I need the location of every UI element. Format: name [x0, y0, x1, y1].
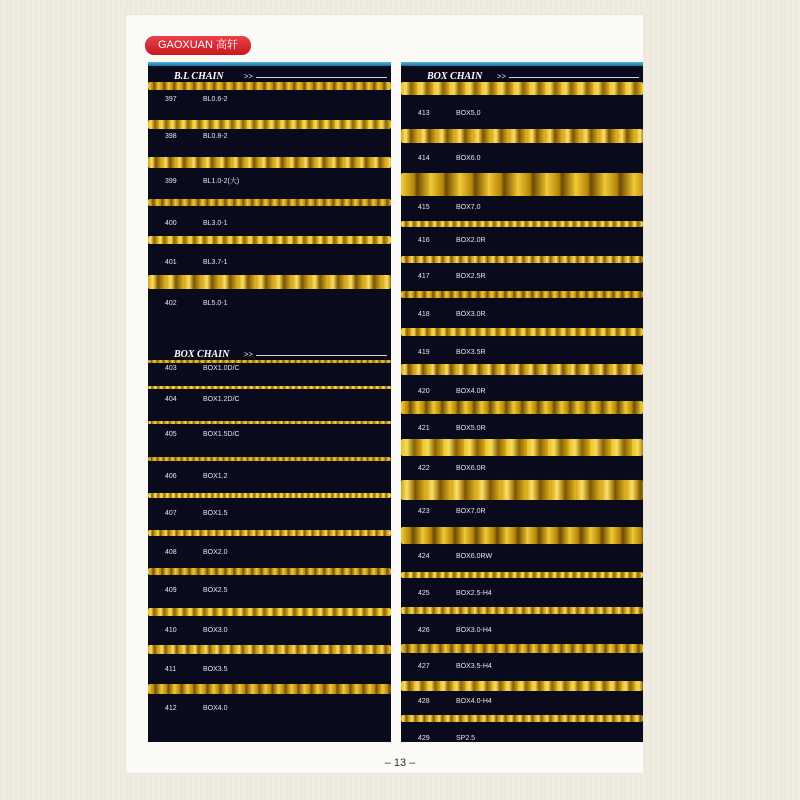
- chain-swatch-401: [148, 236, 391, 244]
- item-code: BOX7.0: [456, 204, 481, 211]
- item-code: BOX2.0: [203, 549, 228, 556]
- item-code: BL0.8-2: [203, 133, 228, 140]
- section-title: B.L CHAIN: [174, 71, 224, 82]
- chain-swatch-407: [148, 493, 391, 498]
- chain-swatch-411: [148, 645, 391, 654]
- item-number: 421: [418, 425, 430, 432]
- item-code: BOX5.0: [456, 110, 481, 117]
- item-code: BOX5.0R: [456, 425, 486, 432]
- chain-swatch-414: [401, 129, 643, 143]
- item-number: 412: [165, 705, 177, 712]
- arrow-icon: >>: [244, 72, 254, 81]
- item-code: BOX2.5R: [456, 273, 486, 280]
- chain-swatch-419: [401, 328, 643, 336]
- item-code: BOX4.0: [203, 705, 228, 712]
- item-code: BOX1.5D/C: [203, 431, 240, 438]
- chain-swatch-409: [148, 568, 391, 575]
- item-code: BOX2.5: [203, 587, 228, 594]
- chain-swatch-403: [148, 360, 391, 363]
- chain-swatch-399: [148, 157, 391, 168]
- item-number: 423: [418, 508, 430, 515]
- chain-swatch-417: [401, 256, 643, 263]
- chain-swatch-413: [401, 82, 643, 95]
- item-number: 398: [165, 133, 177, 140]
- item-number: 407: [165, 510, 177, 517]
- chain-swatch-404: [148, 386, 391, 389]
- item-number: 397: [165, 96, 177, 103]
- chain-swatch-397: [148, 82, 391, 90]
- chain-swatch-412: [148, 684, 391, 694]
- item-number: 411: [165, 666, 177, 673]
- divider: [256, 77, 387, 78]
- page-number: – 13 –: [384, 757, 416, 769]
- chain-swatch-421: [401, 401, 643, 414]
- item-code: BOX1.5: [203, 510, 228, 517]
- chain-swatch-402: [148, 275, 391, 289]
- item-code: BOX3.5-H4: [456, 663, 492, 670]
- item-code: BOX3.0: [203, 627, 228, 634]
- chain-swatch-415: [401, 173, 643, 196]
- item-code: BOX1.2D/C: [203, 396, 240, 403]
- item-number: 417: [418, 273, 430, 280]
- chain-swatch-406: [148, 457, 391, 461]
- item-number: 399: [165, 178, 177, 185]
- item-code: BOX4.0R: [456, 388, 486, 395]
- item-number: 409: [165, 587, 177, 594]
- brand-badge: GAOXUAN 高轩: [145, 36, 251, 55]
- item-code: BL5.0-1: [203, 300, 228, 307]
- item-code: BOX3.5: [203, 666, 228, 673]
- chain-swatch-427: [401, 644, 643, 653]
- item-number: 422: [418, 465, 430, 472]
- item-number: 405: [165, 431, 177, 438]
- item-number: 426: [418, 627, 430, 634]
- divider: [256, 355, 387, 356]
- chain-swatch-408: [148, 530, 391, 536]
- arrow-icon: >>: [497, 72, 507, 81]
- chain-swatch-428: [401, 681, 643, 691]
- divider: [509, 77, 639, 78]
- item-code: BL3.0-1: [203, 220, 228, 227]
- item-code: BOX3.0R: [456, 311, 486, 318]
- item-code: BOX1.2: [203, 473, 228, 480]
- chain-swatch-422: [401, 439, 643, 456]
- chain-swatch-405: [148, 421, 391, 424]
- item-number: 414: [418, 155, 430, 162]
- chain-swatch-398: [148, 120, 391, 129]
- item-number: 402: [165, 300, 177, 307]
- item-code: BOX6.0R: [456, 465, 486, 472]
- item-code: BL0.6-2: [203, 96, 228, 103]
- item-code: BL3.7-1: [203, 259, 228, 266]
- item-number: 419: [418, 349, 430, 356]
- chain-swatch-420: [401, 364, 643, 375]
- item-number: 429: [418, 735, 430, 742]
- chain-swatch-424: [401, 527, 643, 544]
- section-title: BOX CHAIN: [427, 71, 483, 82]
- item-code: SP2.5: [456, 735, 476, 742]
- left-panel: [148, 62, 391, 742]
- chain-swatch-429: [401, 715, 643, 722]
- item-number: 424: [418, 553, 430, 560]
- item-code: BOX4.0-H4: [456, 698, 492, 705]
- chain-swatch-425: [401, 572, 643, 578]
- item-number: 427: [418, 663, 430, 670]
- item-code: BOX6.0RW: [456, 553, 493, 560]
- item-number: 400: [165, 220, 177, 227]
- item-number: 401: [165, 259, 177, 266]
- chain-swatch-400: [148, 199, 391, 206]
- item-number: 415: [418, 204, 430, 211]
- item-code: BOX3.5R: [456, 349, 486, 356]
- item-code: BOX6.0: [456, 155, 481, 162]
- item-code: BOX1.0D/C: [203, 365, 240, 372]
- item-number: 404: [165, 396, 177, 403]
- item-number: 408: [165, 549, 177, 556]
- item-number: 425: [418, 590, 430, 597]
- item-number: 413: [418, 110, 430, 117]
- chain-swatch-426: [401, 607, 643, 614]
- section-title: BOX CHAIN: [174, 349, 230, 360]
- item-number: 406: [165, 473, 177, 480]
- item-number: 416: [418, 237, 430, 244]
- item-code: BOX7.0R: [456, 508, 486, 515]
- chain-swatch-423: [401, 480, 643, 500]
- right-panel: [401, 62, 643, 742]
- item-number: 418: [418, 311, 430, 318]
- item-code: BOX3.0-H4: [456, 627, 492, 634]
- chain-swatch-418: [401, 291, 643, 298]
- item-number: 403: [165, 365, 177, 372]
- item-number: 428: [418, 698, 430, 705]
- item-code: BOX2.5-H4: [456, 590, 492, 597]
- item-number: 420: [418, 388, 430, 395]
- arrow-icon: >>: [244, 350, 254, 359]
- chain-swatch-416: [401, 221, 643, 227]
- item-code: BOX2.0R: [456, 237, 486, 244]
- item-number: 410: [165, 627, 177, 634]
- item-code: BL1.0-2(大): [203, 178, 240, 185]
- chain-swatch-410: [148, 608, 391, 616]
